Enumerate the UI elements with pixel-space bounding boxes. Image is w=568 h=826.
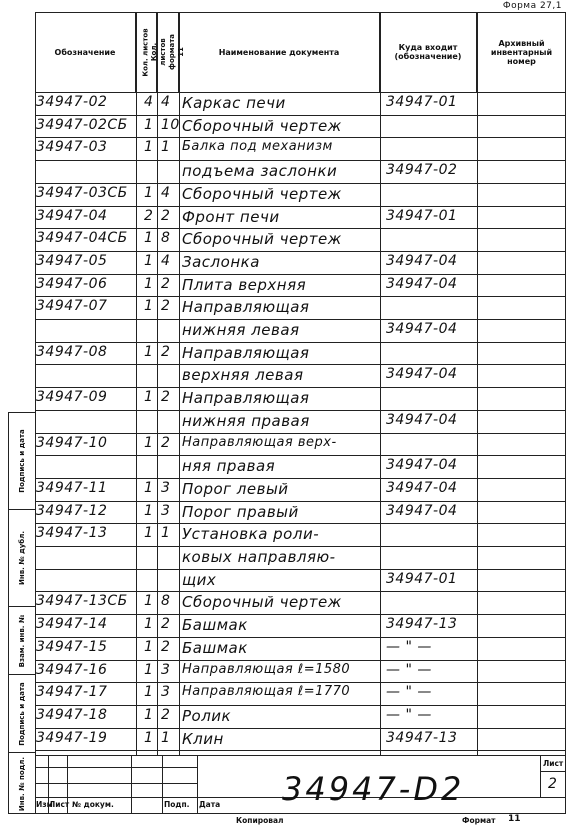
document-number: 34947-D2 [282, 770, 465, 808]
stamp-col-line [162, 755, 163, 814]
row-where: 34947-04 [386, 411, 458, 428]
row-divider [35, 274, 566, 275]
row-where: 34947-04 [386, 502, 458, 519]
row-name: Ролик [182, 706, 232, 725]
row-divider [35, 705, 566, 706]
row-where: — " — [386, 661, 432, 678]
row-sheets: 4 [144, 94, 154, 110]
table-column-line [477, 12, 478, 755]
row-designation: 34947-13СБ [36, 593, 128, 610]
row-designation: 34947-14 [36, 616, 108, 633]
row-divider [35, 342, 566, 343]
row-divider [35, 364, 566, 365]
header-archive: Архивный инвентарный номер [490, 38, 553, 66]
stamp-col-line [131, 755, 132, 814]
row-designation: 34947-07 [36, 298, 108, 315]
row-divider [35, 228, 566, 229]
row-designation: 34947-09 [36, 389, 108, 406]
row-divider [35, 614, 566, 615]
row-where: 34947-04 [386, 479, 458, 496]
row-sheets-a4: 2 [161, 298, 171, 315]
side-sign-date-2: Подпись и дата [9, 675, 35, 753]
row-name: Направляющая верх- [182, 434, 337, 450]
stamp-col-doc: № докум. [72, 800, 114, 809]
row-sheets-a4: 2 [161, 616, 171, 633]
row-designation: 34947-08 [36, 343, 108, 360]
row-name: щих [182, 570, 217, 589]
side-sign-date-1: Подпись и дата [9, 413, 35, 510]
row-sheets: 2 [144, 207, 154, 224]
stamp-list-value: 2 [548, 776, 558, 792]
row-sheets-a4: 1 [161, 525, 171, 542]
row-sheets-a4: 4 [161, 184, 171, 201]
form-number: Форма 27,1 [502, 1, 562, 11]
row-sheets-a4: 4 [161, 94, 171, 110]
row-name: нижняя левая [182, 321, 300, 339]
stamp-col-line [197, 755, 198, 814]
row-sheets: 1 [144, 593, 154, 610]
row-where: 34947-04 [386, 321, 458, 337]
row-designation: 34947-02 [36, 94, 108, 110]
row-sheets: 1 [144, 729, 154, 746]
row-divider [35, 682, 566, 683]
side-dupl-inv: Инв. № дубл. [9, 510, 35, 607]
stamp-col-izm: Изм [36, 800, 53, 809]
row-where: 34947-04 [386, 457, 458, 474]
stamp-col-sign: Подп. [164, 800, 190, 809]
row-divider [35, 478, 566, 479]
row-name: Балка под механизм [182, 139, 333, 155]
stamp-format-value: 11 [508, 814, 521, 824]
table-column-line [136, 12, 137, 755]
row-sheets: 1 [144, 230, 154, 247]
row-sheets-a4: 2 [161, 207, 171, 224]
row-divider [35, 433, 566, 434]
row-divider [35, 410, 566, 411]
row-divider [35, 251, 566, 252]
row-where: 34947-13 [386, 616, 458, 633]
header-where: Куда входит (обозначение) [380, 12, 477, 92]
row-designation: 34947-11 [36, 479, 108, 496]
row-divider [35, 455, 566, 456]
header-sheets: Кол. листов [136, 12, 157, 92]
row-designation: 34947-16 [36, 661, 108, 678]
row-designation: 34947-19 [36, 729, 108, 746]
row-designation: 34947-15 [36, 638, 108, 655]
row-where: 34947-04 [386, 275, 458, 292]
row-sheets-a4: 1 [161, 729, 171, 746]
row-sheets: 1 [144, 184, 154, 201]
row-where: 34947-01 [386, 570, 458, 587]
stamp-row-line-1 [35, 767, 197, 768]
header-designation: Обозначение [35, 12, 136, 92]
row-sheets-a4: 3 [161, 684, 171, 701]
row-sheets-a4: 3 [161, 479, 171, 496]
row-where: 34947-04 [386, 366, 458, 383]
row-name: Фронт печи [182, 207, 280, 226]
row-divider [35, 387, 566, 388]
side-orig-inv: Инв. № подл. [18, 756, 26, 812]
row-sheets: 1 [144, 706, 154, 723]
row-sheets-a4: 8 [161, 593, 171, 610]
row-sheets: 1 [144, 661, 154, 678]
stamp-copied: Копировал [236, 816, 284, 825]
row-sheets-a4: 2 [161, 389, 171, 406]
row-name: Порог правый [182, 502, 299, 521]
stamp-col-date: Дата [199, 800, 221, 809]
row-sheets: 1 [144, 252, 154, 269]
row-designation: 34947-03СБ [36, 184, 128, 201]
row-sheets: 1 [144, 298, 154, 315]
row-divider [35, 637, 566, 638]
row-designation: 34947-03 [36, 139, 108, 156]
side-replace-inv: Взам. инв. № [9, 607, 35, 675]
side-stamp [8, 412, 35, 814]
row-sheets-a4: 10 [161, 116, 180, 133]
row-name: ковых направляю- [182, 548, 336, 566]
row-sheets-a4: 8 [161, 230, 171, 247]
row-divider [35, 183, 566, 184]
stamp-format-label: Формат [462, 816, 496, 825]
row-sheets-a4: 3 [161, 502, 171, 519]
row-sheets: 1 [144, 525, 154, 542]
row-sheets-a4: 2 [161, 638, 171, 655]
row-divider [35, 115, 566, 116]
row-name: Направляющая [182, 298, 310, 317]
row-name: Каркас печи [182, 94, 286, 112]
row-designation: 34947-12 [36, 502, 108, 519]
row-sheets: 1 [144, 684, 154, 701]
row-name: Направляющая [182, 343, 310, 362]
row-divider [35, 750, 566, 751]
stamp-top-line [35, 755, 566, 756]
row-divider [35, 296, 566, 297]
row-sheets-a4: 1 [161, 139, 171, 156]
row-sheets: 1 [144, 343, 154, 360]
row-name: Сборочный чертеж [182, 230, 342, 249]
row-sheets: 1 [144, 275, 154, 292]
row-where: 34947-04 [386, 252, 458, 269]
row-name: верхняя левая [182, 366, 304, 385]
row-divider [35, 523, 566, 524]
row-divider [35, 728, 566, 729]
row-divider [35, 206, 566, 207]
row-designation: 34947-17 [36, 684, 108, 701]
row-designation: 34947-13 [36, 525, 108, 542]
row-sheets: 1 [144, 616, 154, 633]
stamp-list-line [540, 771, 566, 772]
row-divider [35, 137, 566, 138]
row-designation: 34947-04 [36, 207, 108, 224]
row-divider [35, 569, 566, 570]
row-sheets-a4: 2 [161, 706, 171, 723]
row-divider [35, 501, 566, 502]
row-name: нижняя правая [182, 411, 310, 430]
row-name: Клин [182, 729, 224, 748]
row-sheets: 1 [144, 434, 154, 451]
stamp-list-label: Лист [543, 759, 564, 768]
row-sheets-a4: 2 [161, 343, 171, 360]
row-sheets-a4: 2 [161, 434, 171, 451]
row-sheets-a4: 3 [161, 661, 171, 678]
row-name: Сборочный чертеж [182, 593, 342, 612]
row-name: Башмак [182, 616, 248, 635]
row-name: Порог левый [182, 479, 289, 498]
row-divider [35, 319, 566, 320]
row-sheets-a4: 2 [161, 275, 171, 292]
header-divider [35, 92, 566, 93]
row-name: няя правая [182, 457, 276, 476]
row-where: 34947-02 [386, 162, 458, 179]
row-name: Установка роли- [182, 525, 320, 544]
row-name: Направляющая ℓ=1580 [182, 661, 351, 677]
row-name: Плита верхняя [182, 275, 307, 294]
row-name: Сборочный чертеж [182, 116, 342, 135]
row-designation: 34947-05 [36, 252, 108, 269]
row-name: подъема заслонки [182, 162, 338, 181]
row-name: Башмак [182, 638, 248, 657]
row-name: Заслонка [182, 252, 260, 271]
table-column-line [157, 12, 158, 755]
stamp-col-line [540, 755, 541, 797]
row-sheets: 1 [144, 479, 154, 496]
row-sheets-a4: 4 [161, 252, 171, 269]
row-sheets: 1 [144, 139, 154, 156]
row-where: — " — [386, 706, 432, 723]
row-sheets: 1 [144, 502, 154, 519]
header-name: Наименование документа [179, 12, 380, 92]
row-sheets: 1 [144, 389, 154, 406]
row-divider [35, 160, 566, 161]
row-name: Направляющая [182, 389, 310, 408]
row-designation: 34947-10 [36, 434, 108, 451]
row-name: Сборочный чертеж [182, 184, 342, 203]
row-where: 34947-01 [386, 207, 458, 224]
row-where: — " — [386, 638, 432, 655]
row-divider [35, 546, 566, 547]
stamp-row-line-2 [35, 783, 197, 784]
row-designation: 34947-06 [36, 275, 108, 292]
row-sheets: 1 [144, 116, 154, 133]
row-designation: 34947-02СБ [36, 116, 128, 133]
table-column-line [380, 12, 381, 755]
header-sheets-a4: Кол. листов формата 11 [157, 12, 179, 92]
row-divider [35, 591, 566, 592]
row-name: Направляющая ℓ=1770 [182, 684, 351, 700]
row-sheets: 1 [144, 638, 154, 655]
row-where: 34947-01 [386, 94, 458, 110]
stamp-col-list: Лист [49, 800, 70, 809]
row-where: — " — [386, 684, 432, 701]
row-designation: 34947-04СБ [36, 230, 128, 247]
row-where: 34947-13 [386, 729, 458, 746]
row-designation: 34947-18 [36, 706, 108, 723]
row-divider [35, 660, 566, 661]
